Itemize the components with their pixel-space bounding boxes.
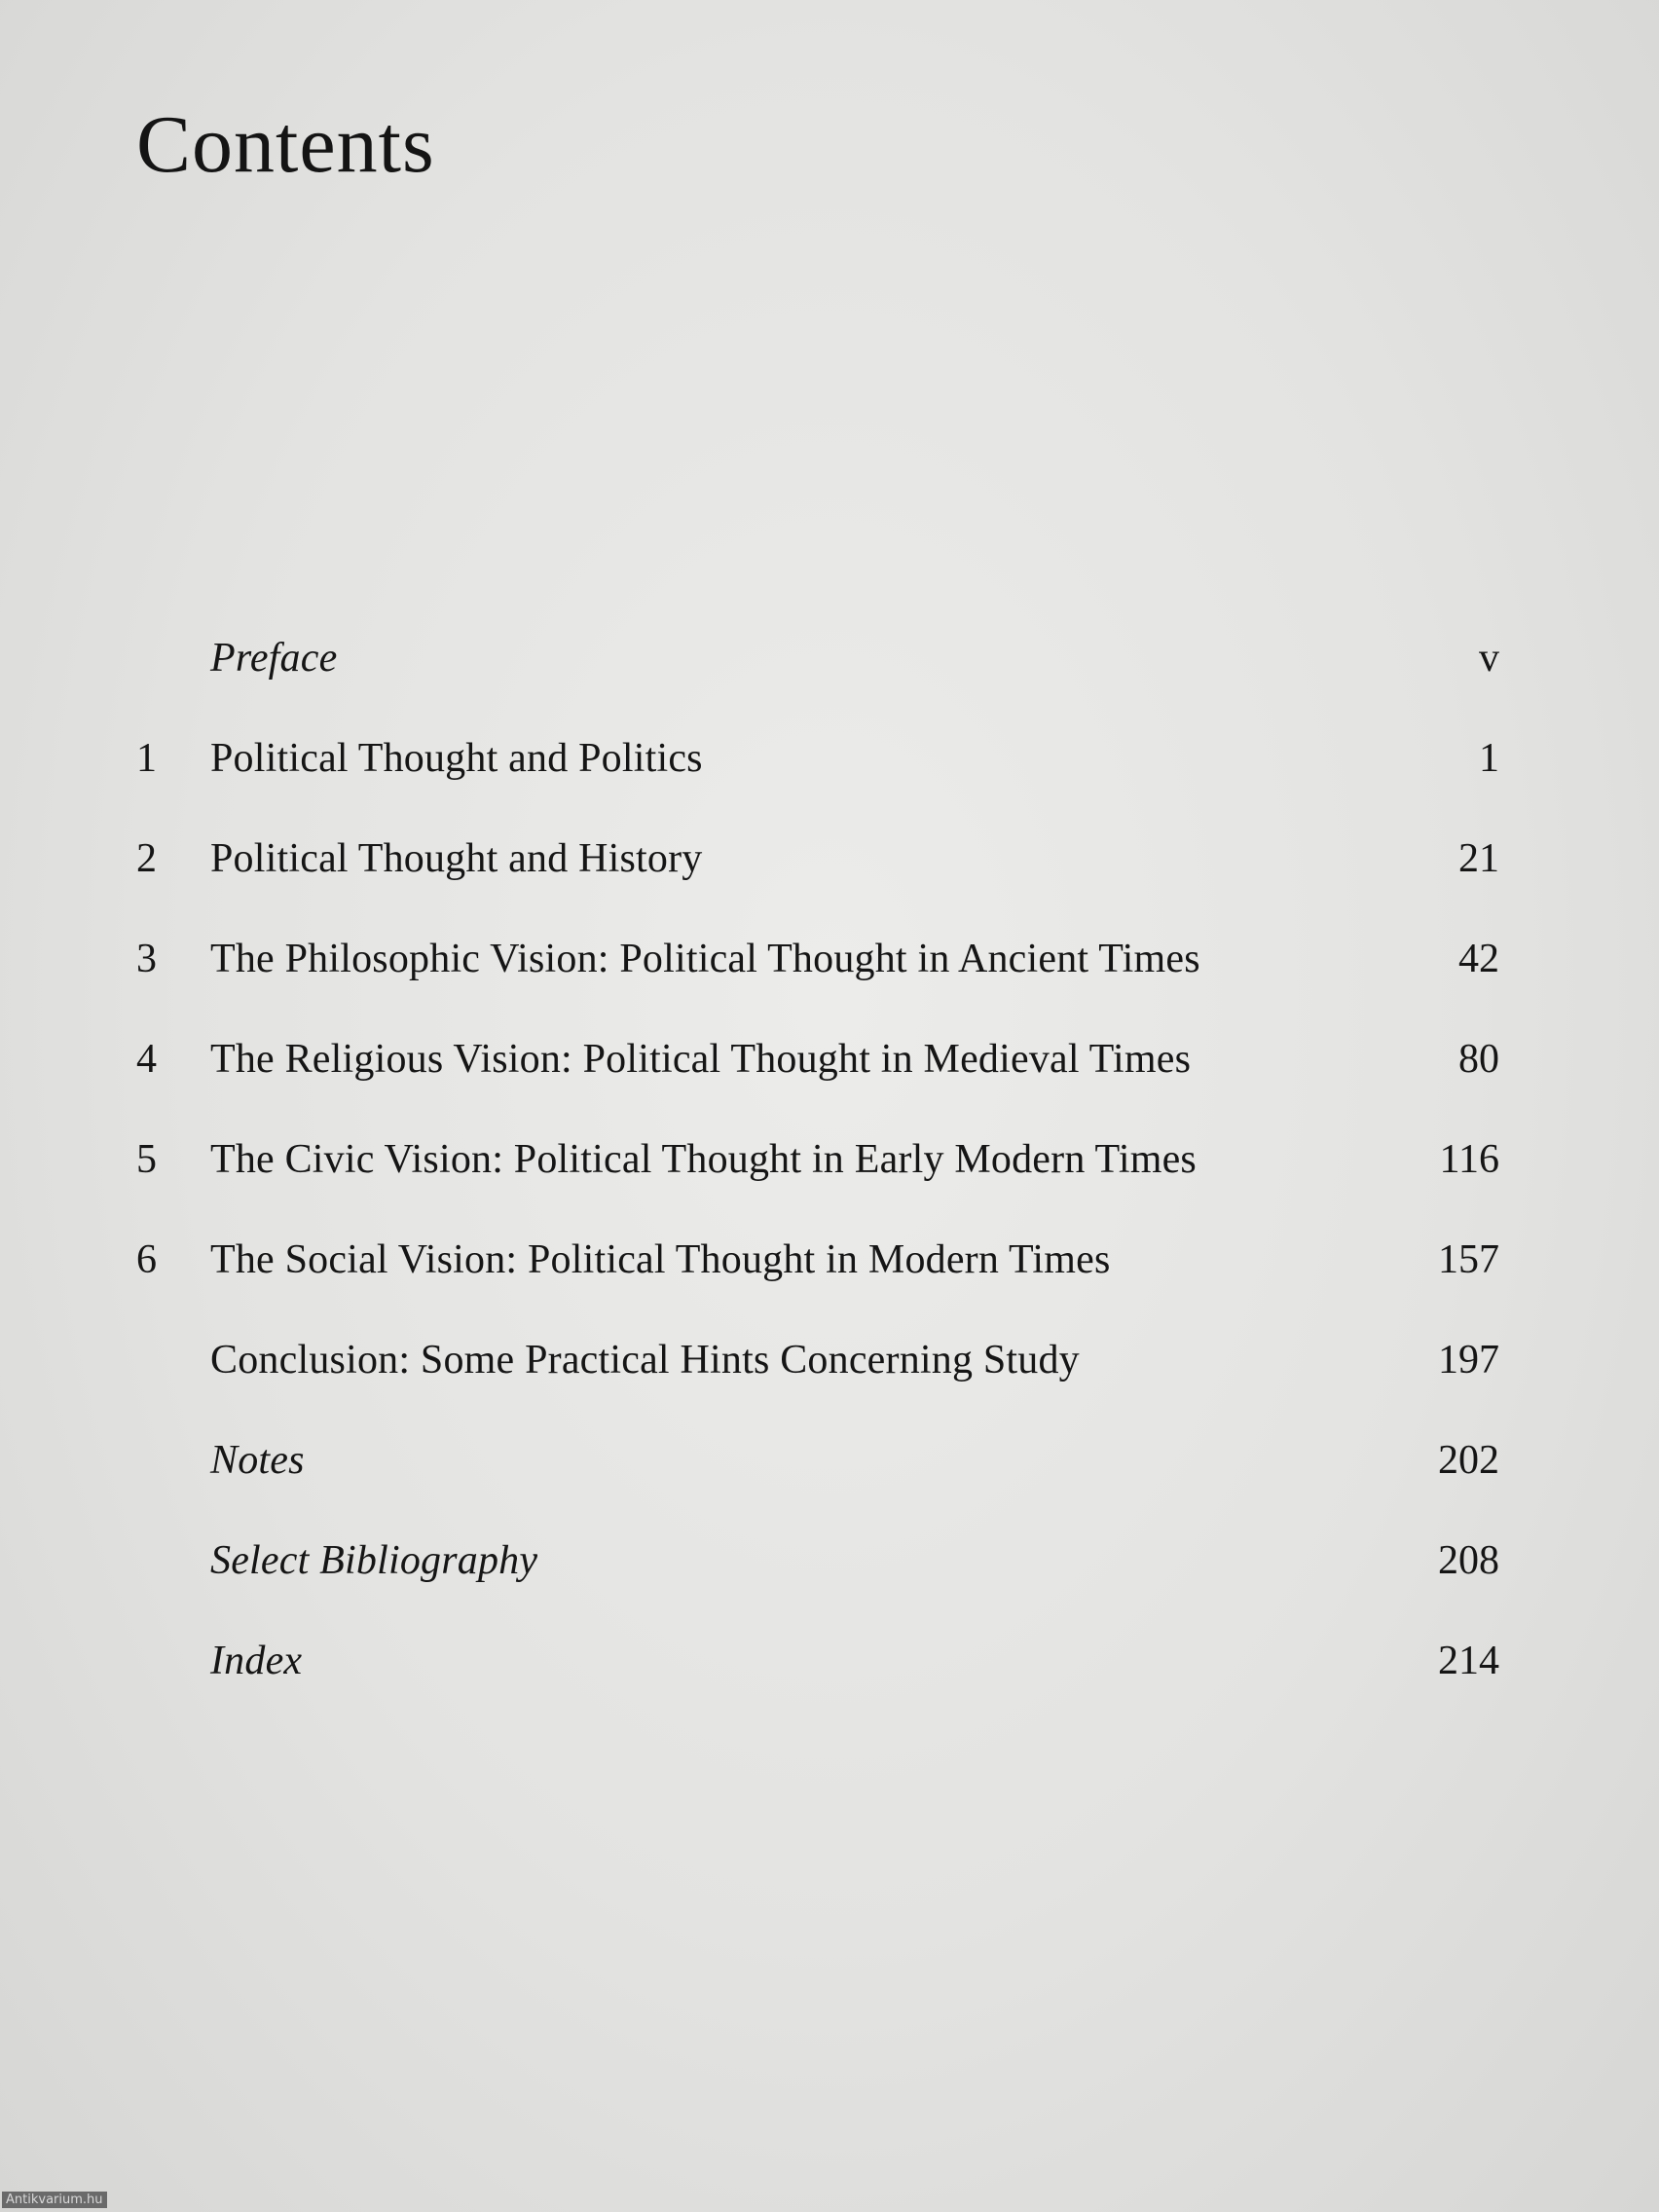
toc-entry-chapter-1: [136, 735, 1499, 835]
toc-entry-number: 4: [136, 1037, 157, 1082]
toc-entry-page: 214: [1438, 1639, 1499, 1683]
page-title: Contents: [136, 99, 435, 190]
toc-entry-title: The Social Vision: Political Thought in Modern Times: [210, 1237, 1111, 1282]
toc-entry-number: 5: [136, 1137, 157, 1182]
toc-entry-page: 157: [1438, 1237, 1499, 1282]
table-of-contents: [136, 635, 1499, 1738]
toc-entry-title: The Religious Vision: Political Thought in Medieval Times: [210, 1037, 1192, 1082]
toc-entry-chapter-6: [136, 1236, 1499, 1337]
toc-entry-chapter-3: [136, 936, 1499, 1036]
toc-entry-page: 208: [1438, 1538, 1499, 1583]
toc-entry-page: 202: [1438, 1438, 1499, 1483]
toc-entry-conclusion: [136, 1337, 1499, 1437]
toc-entry-title: The Philosophic Vision: Political Thought in Ancient Times: [210, 937, 1200, 981]
toc-entry-page: 116: [1439, 1137, 1499, 1182]
toc-entry-number: 1: [136, 736, 157, 781]
toc-entry-title: Conclusion: Some Practical Hints Concerning Study: [210, 1338, 1080, 1382]
toc-entry-chapter-5: [136, 1136, 1499, 1236]
toc-entry-index: [136, 1638, 1499, 1738]
toc-entry-number: 2: [136, 836, 157, 881]
toc-entry-bibliography: [136, 1537, 1499, 1638]
toc-entry-title: Preface: [210, 636, 338, 681]
toc-entry-title: Select Bibliography: [210, 1538, 538, 1583]
toc-entry-title: Index: [210, 1639, 303, 1683]
toc-entry-notes: [136, 1437, 1499, 1537]
toc-entry-title: Political Thought and Politics: [210, 736, 703, 781]
toc-entry-page: 80: [1458, 1037, 1499, 1082]
toc-entry-page: 197: [1438, 1338, 1499, 1382]
toc-entry-title: The Civic Vision: Political Thought in Early Modern Times: [210, 1137, 1197, 1182]
toc-entry-number: 6: [136, 1237, 157, 1282]
toc-entry-page: v: [1479, 636, 1499, 681]
toc-entry-chapter-2: [136, 835, 1499, 936]
toc-entry-chapter-4: [136, 1036, 1499, 1136]
toc-entry-page: 1: [1479, 736, 1499, 781]
toc-entry-page: 42: [1458, 937, 1499, 981]
toc-entry-title: Notes: [210, 1438, 305, 1483]
toc-entry-page: 21: [1458, 836, 1499, 881]
toc-entry-preface: [136, 635, 1499, 735]
toc-entry-number: 3: [136, 937, 157, 981]
source-watermark: Antikvarium.hu: [2, 2192, 107, 2208]
toc-entry-title: Political Thought and History: [210, 836, 703, 881]
